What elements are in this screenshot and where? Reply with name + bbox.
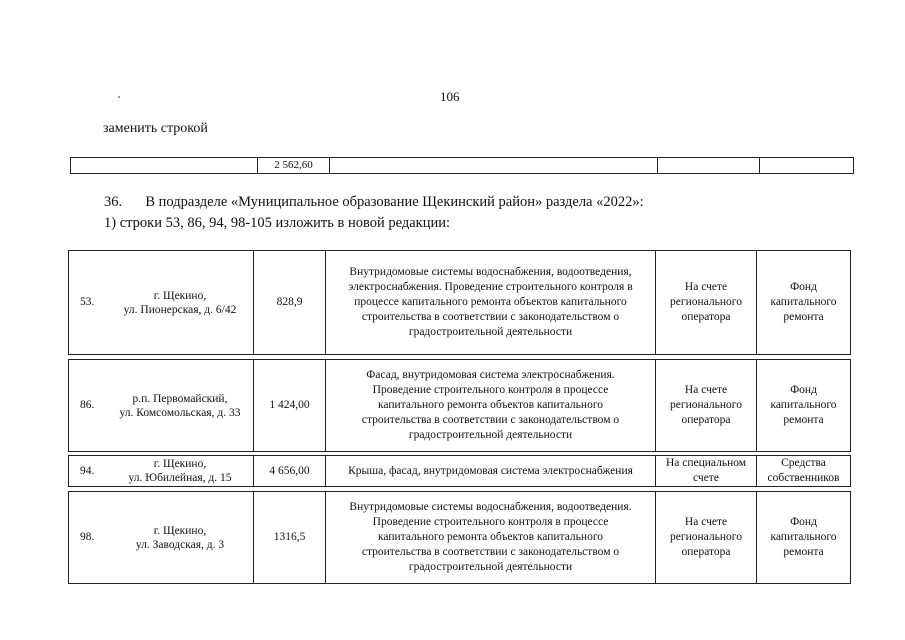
row-number: 98. xyxy=(80,531,95,543)
table-row xyxy=(69,360,851,452)
cell-line: строительства в соответствии с законодательством о xyxy=(361,414,620,426)
cell-line: Фонд xyxy=(790,384,817,396)
cell-line: Фонд xyxy=(790,281,817,293)
account-cell xyxy=(656,492,757,584)
cost-cell: 828,9 xyxy=(254,251,326,355)
cell-line: градостроительной деятельности xyxy=(408,429,573,441)
table-cell xyxy=(71,158,258,174)
replace-instruction: заменить строкой xyxy=(103,121,208,136)
table-row xyxy=(69,456,851,487)
cell-line: градостроительной деятельности xyxy=(408,561,573,573)
cell-line: собственников xyxy=(767,472,840,484)
address-cell xyxy=(69,492,254,584)
cell-line: На специальном xyxy=(665,457,747,469)
cell-line: градостроительной деятельности xyxy=(408,326,573,338)
cell-line: Фасад, внутридомовая система электроснабжения. xyxy=(366,369,615,381)
row-number: 53. xyxy=(80,296,95,308)
new-rows-table xyxy=(68,250,851,584)
cell-line: ул. Пионерская, д. 6/42 xyxy=(123,303,237,316)
work-description-cell xyxy=(326,251,656,355)
scan-speck xyxy=(118,96,120,98)
row-number: 86. xyxy=(80,399,95,411)
cost-cell: 4 656,00 xyxy=(254,456,326,487)
address-cell xyxy=(69,360,254,452)
funding-source-cell xyxy=(757,456,851,487)
cell-line: капитального ремонта объектов капитального xyxy=(377,399,603,411)
row-number: 94. xyxy=(80,464,95,477)
cost-cell: 1 424,00 xyxy=(254,360,326,452)
table-row xyxy=(69,492,851,584)
table-cell xyxy=(658,158,760,174)
cell-line: На счете xyxy=(684,516,728,528)
address-cell xyxy=(69,456,254,487)
funding-source-cell xyxy=(757,360,851,452)
cell-line: ул. Юбилейная, д. 15 xyxy=(128,472,232,484)
table-cell xyxy=(330,158,658,174)
work-description-cell xyxy=(326,456,656,487)
work-description-cell xyxy=(326,492,656,584)
cell-line: капитального ремонта объектов капитального xyxy=(377,531,603,543)
address xyxy=(110,392,253,420)
cell-line: ремонта xyxy=(783,311,824,323)
address xyxy=(110,524,253,552)
cell-line: регионального xyxy=(670,399,742,411)
cell-line: Фонд xyxy=(790,516,817,528)
cell-line: оператора xyxy=(681,546,731,558)
address xyxy=(110,457,253,485)
cell-line: оператора xyxy=(681,311,731,323)
cell-line: Внутридомовые системы водоснабжения, водоотведения, xyxy=(349,266,632,278)
cell-line: На счете xyxy=(684,384,728,396)
table-row xyxy=(69,251,851,355)
cell-line: регионального xyxy=(670,531,742,543)
cell-line: Проведение строительного контроля в процессе xyxy=(372,516,609,528)
cell-line: строительства в соответствии с законодательством о xyxy=(361,546,620,558)
cell-line: ремонта xyxy=(783,546,824,558)
page-number: 106 xyxy=(440,89,460,104)
cell-line: процессе капитального ремонта объектов капитального xyxy=(354,296,627,308)
cell-line: г. Щекино, xyxy=(153,458,207,470)
item-36-heading xyxy=(104,194,644,211)
cell-line: капитального xyxy=(770,296,837,308)
cell-line: регионального xyxy=(670,296,742,308)
cell-line: электроснабжения. Проведение строительного контроля в xyxy=(348,281,633,293)
cell-line: р.п. Первомайский, xyxy=(132,392,228,405)
funding-source-cell xyxy=(757,492,851,584)
cell-line: г. Щекино, xyxy=(153,289,207,302)
work-description-cell xyxy=(326,360,656,452)
replacement-row-table xyxy=(70,157,854,174)
cell-line: г. Щекино, xyxy=(153,524,207,537)
item-36-subitem: 1) строки 53, 86, 94, 98-105 изложить в новой редакции: xyxy=(104,215,451,231)
cell-line: капитального xyxy=(770,399,837,411)
address xyxy=(110,289,253,317)
cell-line: счете xyxy=(693,472,719,484)
item-text: В подразделе «Муниципальное образование Щекинский район» раздела «2022»: xyxy=(145,194,644,210)
account-cell xyxy=(656,456,757,487)
table-row xyxy=(71,158,854,174)
cost-cell: 1316,5 xyxy=(254,492,326,584)
cell-line: ул. Комсомольская, д. 33 xyxy=(119,406,241,419)
cell-line: На счете xyxy=(684,281,728,293)
cell-line: Проведение строительного контроля в процессе xyxy=(372,384,609,396)
address-cell xyxy=(69,251,254,355)
table-cell xyxy=(760,158,854,174)
funding-source-cell xyxy=(757,251,851,355)
cell-line: оператора xyxy=(681,414,731,426)
account-cell xyxy=(656,360,757,452)
cell-line: ул. Заводская, д. 3 xyxy=(135,538,225,551)
cell-line: капитального xyxy=(770,531,837,543)
item-number: 36. xyxy=(104,194,123,210)
cell-line: строительства в соответствии с законодательством о xyxy=(361,311,620,323)
cell-line: Крыша, фасад, внутридомовая система электроснабжения xyxy=(348,464,633,477)
cell-line: Внутридомовые системы водоснабжения, водоотведения. xyxy=(349,501,632,513)
cell-line: Средства xyxy=(781,457,826,469)
account-cell xyxy=(656,251,757,355)
amount-cell: 2 562,60 xyxy=(258,158,330,174)
cell-line: ремонта xyxy=(783,414,824,426)
